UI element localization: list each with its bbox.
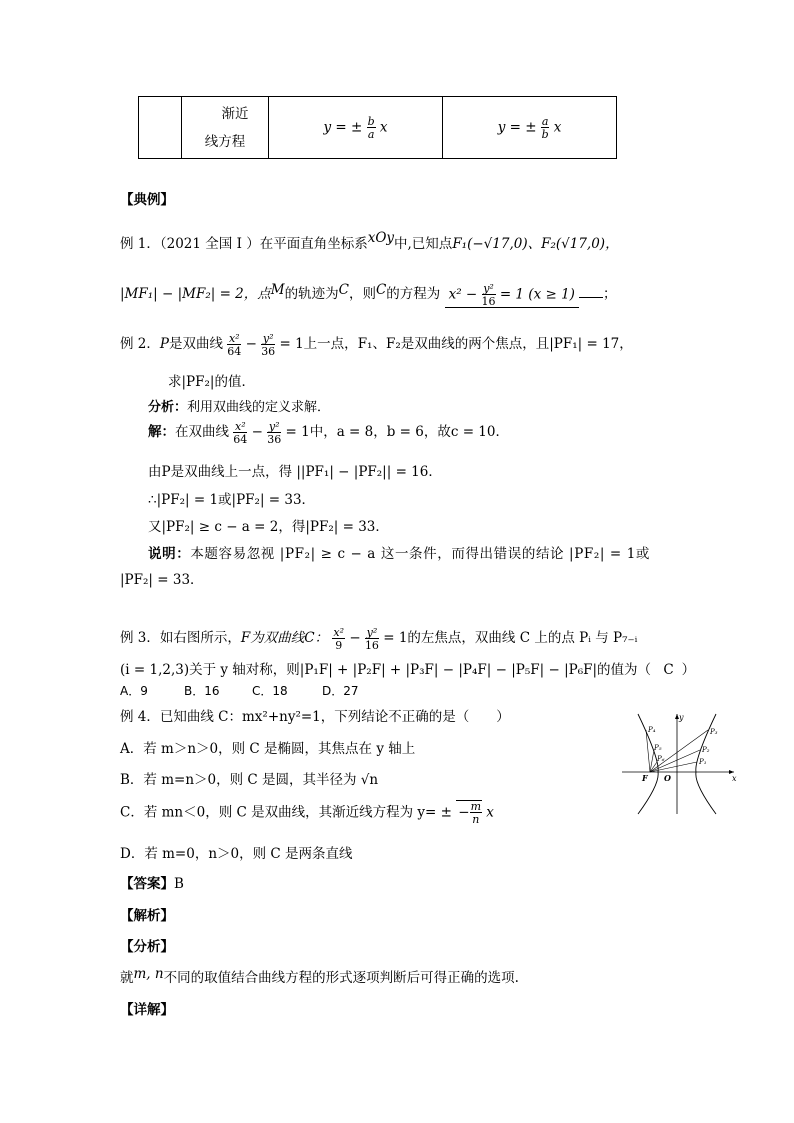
ex1-text-a: 例 1．（2021 全国 I ）在平面直角坐标系 bbox=[120, 236, 368, 252]
ex1-c2: C bbox=[375, 282, 387, 298]
ex2-frac1 bbox=[227, 333, 241, 357]
ex3-line1 bbox=[120, 626, 637, 651]
ex2-p: P bbox=[159, 336, 169, 352]
label-p1: P₁ bbox=[699, 758, 707, 766]
ex2-text-e: F₁、F₂是双曲线的两个焦点，且|PF₁| = 17， bbox=[357, 336, 633, 352]
fenxi-a: 就 bbox=[120, 970, 134, 986]
eq1-fraction bbox=[367, 116, 376, 140]
answer-value: B bbox=[174, 876, 184, 892]
ex3-frac2 bbox=[365, 627, 379, 651]
row-label-cell bbox=[182, 97, 269, 159]
ex3-text-c: C： bbox=[304, 630, 329, 646]
ex1-eq-label: 的方程为 bbox=[386, 286, 441, 302]
ex1-c1: C bbox=[338, 282, 349, 298]
ex4-option-b: B．若 m=n＞0，则 C 是圆，其半径为 √n bbox=[120, 772, 379, 788]
ex1-ans-num: y² bbox=[483, 281, 494, 295]
ex1-locus: 的轨迹为 bbox=[284, 286, 339, 302]
ex2-f2-den: 36 bbox=[261, 344, 276, 358]
eq2-den: b bbox=[541, 127, 549, 141]
ex2-line7: 又|PF₂| ≥ c − a = 2，得|PF₂| = 33． bbox=[148, 519, 389, 535]
ex2-sol-frac1 bbox=[233, 421, 247, 445]
section-title: 【典例】 bbox=[120, 192, 174, 208]
eq2-head: y = ± bbox=[497, 119, 537, 135]
ex1-comma: ，则 bbox=[348, 286, 376, 302]
empty-cell bbox=[139, 97, 182, 159]
fenxi-b: m, n bbox=[133, 966, 164, 982]
ex2-analysis bbox=[148, 396, 330, 415]
label-p5: P₅ bbox=[654, 744, 662, 752]
ex2-frac2 bbox=[261, 333, 275, 357]
eq2-tail: x bbox=[553, 119, 562, 135]
ex3-option-a: A．9 bbox=[120, 684, 148, 698]
jiexi-heading: 【解析】 bbox=[120, 908, 174, 924]
ex2-solution bbox=[148, 420, 509, 445]
ex3-line2-text: (i = 1,2,3)关于 y 轴对称，则|P₁F| + |P₂F| + |P₃F| − |P₄F| − |P₅F| − |P₆F|的值为（ bbox=[120, 662, 652, 678]
label-x: x bbox=[732, 774, 737, 783]
ex2-minus: − bbox=[245, 336, 257, 352]
label-p3: P₃ bbox=[710, 728, 718, 736]
ex1-line2 bbox=[120, 282, 616, 308]
ex4-sqrt: − $\frac{m}{n}$ bbox=[458, 800, 481, 826]
label-o: O bbox=[664, 773, 671, 783]
ex3-f1-den: 9 bbox=[335, 638, 343, 652]
ex2-text: 是双曲线 bbox=[168, 336, 223, 352]
ex3-f2-num: y² bbox=[366, 625, 378, 639]
ex1-ans-a: x² − bbox=[448, 286, 478, 302]
eq1-den: a bbox=[367, 127, 375, 141]
fenxi-c: 不同的取值结合曲线方程的形式逐项判断后可得正确的选项. bbox=[163, 970, 519, 986]
eq1-head: y = ± bbox=[323, 119, 363, 135]
ex3-f1-num: x² bbox=[333, 625, 345, 639]
ex2-line6: ∴|PF₂| = 1或|PF₂| = 33． bbox=[148, 492, 316, 508]
label-p2: P₂ bbox=[702, 746, 710, 754]
ex3-minus: − bbox=[349, 630, 361, 646]
asymptote-eq-2 bbox=[443, 97, 617, 159]
ex4-option-a: A．若 m＞n＞0，则 C 是椭圆，其焦点在 y 轴上 bbox=[120, 741, 416, 757]
ex2-f2-num: y² bbox=[262, 331, 274, 345]
ex3-option-c: C．18 bbox=[252, 684, 288, 698]
ex2-solution-a: 在双曲线 bbox=[175, 424, 229, 440]
ex4-optc-b: x bbox=[486, 804, 494, 821]
ex3-option-b: B．16 bbox=[184, 684, 220, 698]
ex4-optc-a: C．若 mn＜0，则 C 是双曲线，其渐近线方程为 y= ± bbox=[120, 804, 452, 821]
ex1-ans-den: 16 bbox=[481, 294, 496, 308]
row-label-line1: 渐近 bbox=[221, 105, 249, 122]
ex2-analysis-text: 利用双曲线的定义求解． bbox=[187, 400, 331, 415]
label-p4: P₄ bbox=[648, 726, 656, 734]
ex2-f1-den: 64 bbox=[227, 344, 242, 358]
ex4-optc-num: m bbox=[470, 800, 481, 813]
ex4-optc-den: n bbox=[472, 813, 480, 826]
table-row bbox=[139, 97, 617, 159]
ex2-f1-num: x² bbox=[228, 331, 240, 345]
ex1-condition: |MF₁| − |MF₂| = 2，点 bbox=[120, 286, 271, 302]
ex2-note-label: 说明： bbox=[148, 546, 191, 562]
ex4-option-c bbox=[120, 800, 494, 825]
ex1-line1 bbox=[120, 232, 619, 252]
ex2-label: 例 2． bbox=[120, 336, 160, 352]
ex3-text-d: = 1的左焦点，双曲线 C 上的点 Pᵢ 与 P₇₋ᵢ bbox=[383, 630, 638, 646]
eq2-fraction bbox=[541, 116, 550, 140]
ex2-solution-b: = 1中，a = 8，b = 6，故c = 10． bbox=[285, 424, 509, 440]
eq2-num: a bbox=[541, 114, 549, 128]
ex4-option-d: D．若 m=0，n＞0，则 C 是两条直线 bbox=[120, 846, 353, 862]
ex2-sol-frac2 bbox=[267, 421, 281, 445]
ex3-option-d: D．27 bbox=[322, 684, 359, 698]
ex3-label: 例 3．如右图所示， bbox=[120, 630, 241, 646]
row-label-line2: 线方程 bbox=[204, 133, 246, 150]
ex4-optc-frac bbox=[470, 801, 482, 825]
ex2-text-d: = 1上一点， bbox=[279, 336, 358, 352]
ex2-sol-minus: − bbox=[251, 424, 263, 440]
ex1-xoy: xOy bbox=[367, 230, 395, 246]
label-f: F bbox=[642, 773, 648, 783]
ex1-ans-frac bbox=[482, 283, 496, 307]
ex2-line1 bbox=[120, 332, 633, 357]
fenxi-text bbox=[120, 966, 519, 986]
ex3-line2 bbox=[120, 658, 695, 678]
ex2-analysis-label: 分析： bbox=[148, 400, 188, 415]
ex2-solution-label: 解： bbox=[148, 424, 175, 440]
answer-line bbox=[120, 872, 184, 892]
fenxi-heading: 【分析】 bbox=[120, 939, 174, 955]
ex2-sol-f2-num: y² bbox=[268, 419, 280, 433]
ex1-answer bbox=[445, 283, 579, 308]
ex1-m: M bbox=[270, 282, 285, 298]
ex3-f2-den: 16 bbox=[364, 638, 379, 652]
answer-label: 【答案】 bbox=[120, 876, 174, 892]
ex1-points: F₁(−√17,0)、F₂(√17,0)， bbox=[452, 236, 619, 252]
eq1-tail: x bbox=[379, 119, 388, 135]
ex4-line1: 例 4．已知曲线 C：mx²+ny²=1，下列结论不正确的是（ ） bbox=[120, 709, 510, 725]
ex2-sol-f2-den: 36 bbox=[267, 432, 282, 446]
asymptote-eq-1 bbox=[269, 97, 443, 159]
ex2-note-line2: |PF₂| = 33． bbox=[120, 572, 204, 588]
ex2-sol-f1-den: 64 bbox=[233, 432, 248, 446]
asymptote-table bbox=[138, 96, 617, 159]
ex1-text-c: 中,已知点 bbox=[394, 236, 453, 252]
ex1-ans-b: = 1 (x ≥ 1) bbox=[499, 286, 575, 302]
label-y: y bbox=[679, 713, 684, 722]
ex2-line2: 求|PF₂|的值． bbox=[168, 374, 255, 390]
ex3-frac1 bbox=[332, 627, 345, 651]
ex2-note bbox=[148, 542, 650, 562]
hyperbola-figure bbox=[620, 710, 740, 815]
ex3-text-b: F为双曲线 bbox=[240, 630, 305, 646]
ex2-sol-f1-num: x² bbox=[234, 419, 246, 433]
eq1-num: b bbox=[367, 114, 375, 128]
xiangjie-heading: 【详解】 bbox=[120, 1002, 174, 1018]
label-p6: P₆ bbox=[657, 755, 665, 763]
ex2-note-text: 本题容易忽视 |PF₂| ≥ c − a 这一条件，而得出错误的结论 |PF₂| = 1或 bbox=[190, 546, 650, 562]
ex2-line5: 由P是双曲线上一点，得 ||PF₁| − |PF₂|| = 16． bbox=[148, 464, 442, 480]
ex3-line2-end: ） bbox=[681, 662, 696, 678]
ex1-tail: ； bbox=[602, 286, 617, 302]
ex3-answer: C bbox=[663, 662, 674, 678]
ex3-options bbox=[120, 682, 359, 699]
